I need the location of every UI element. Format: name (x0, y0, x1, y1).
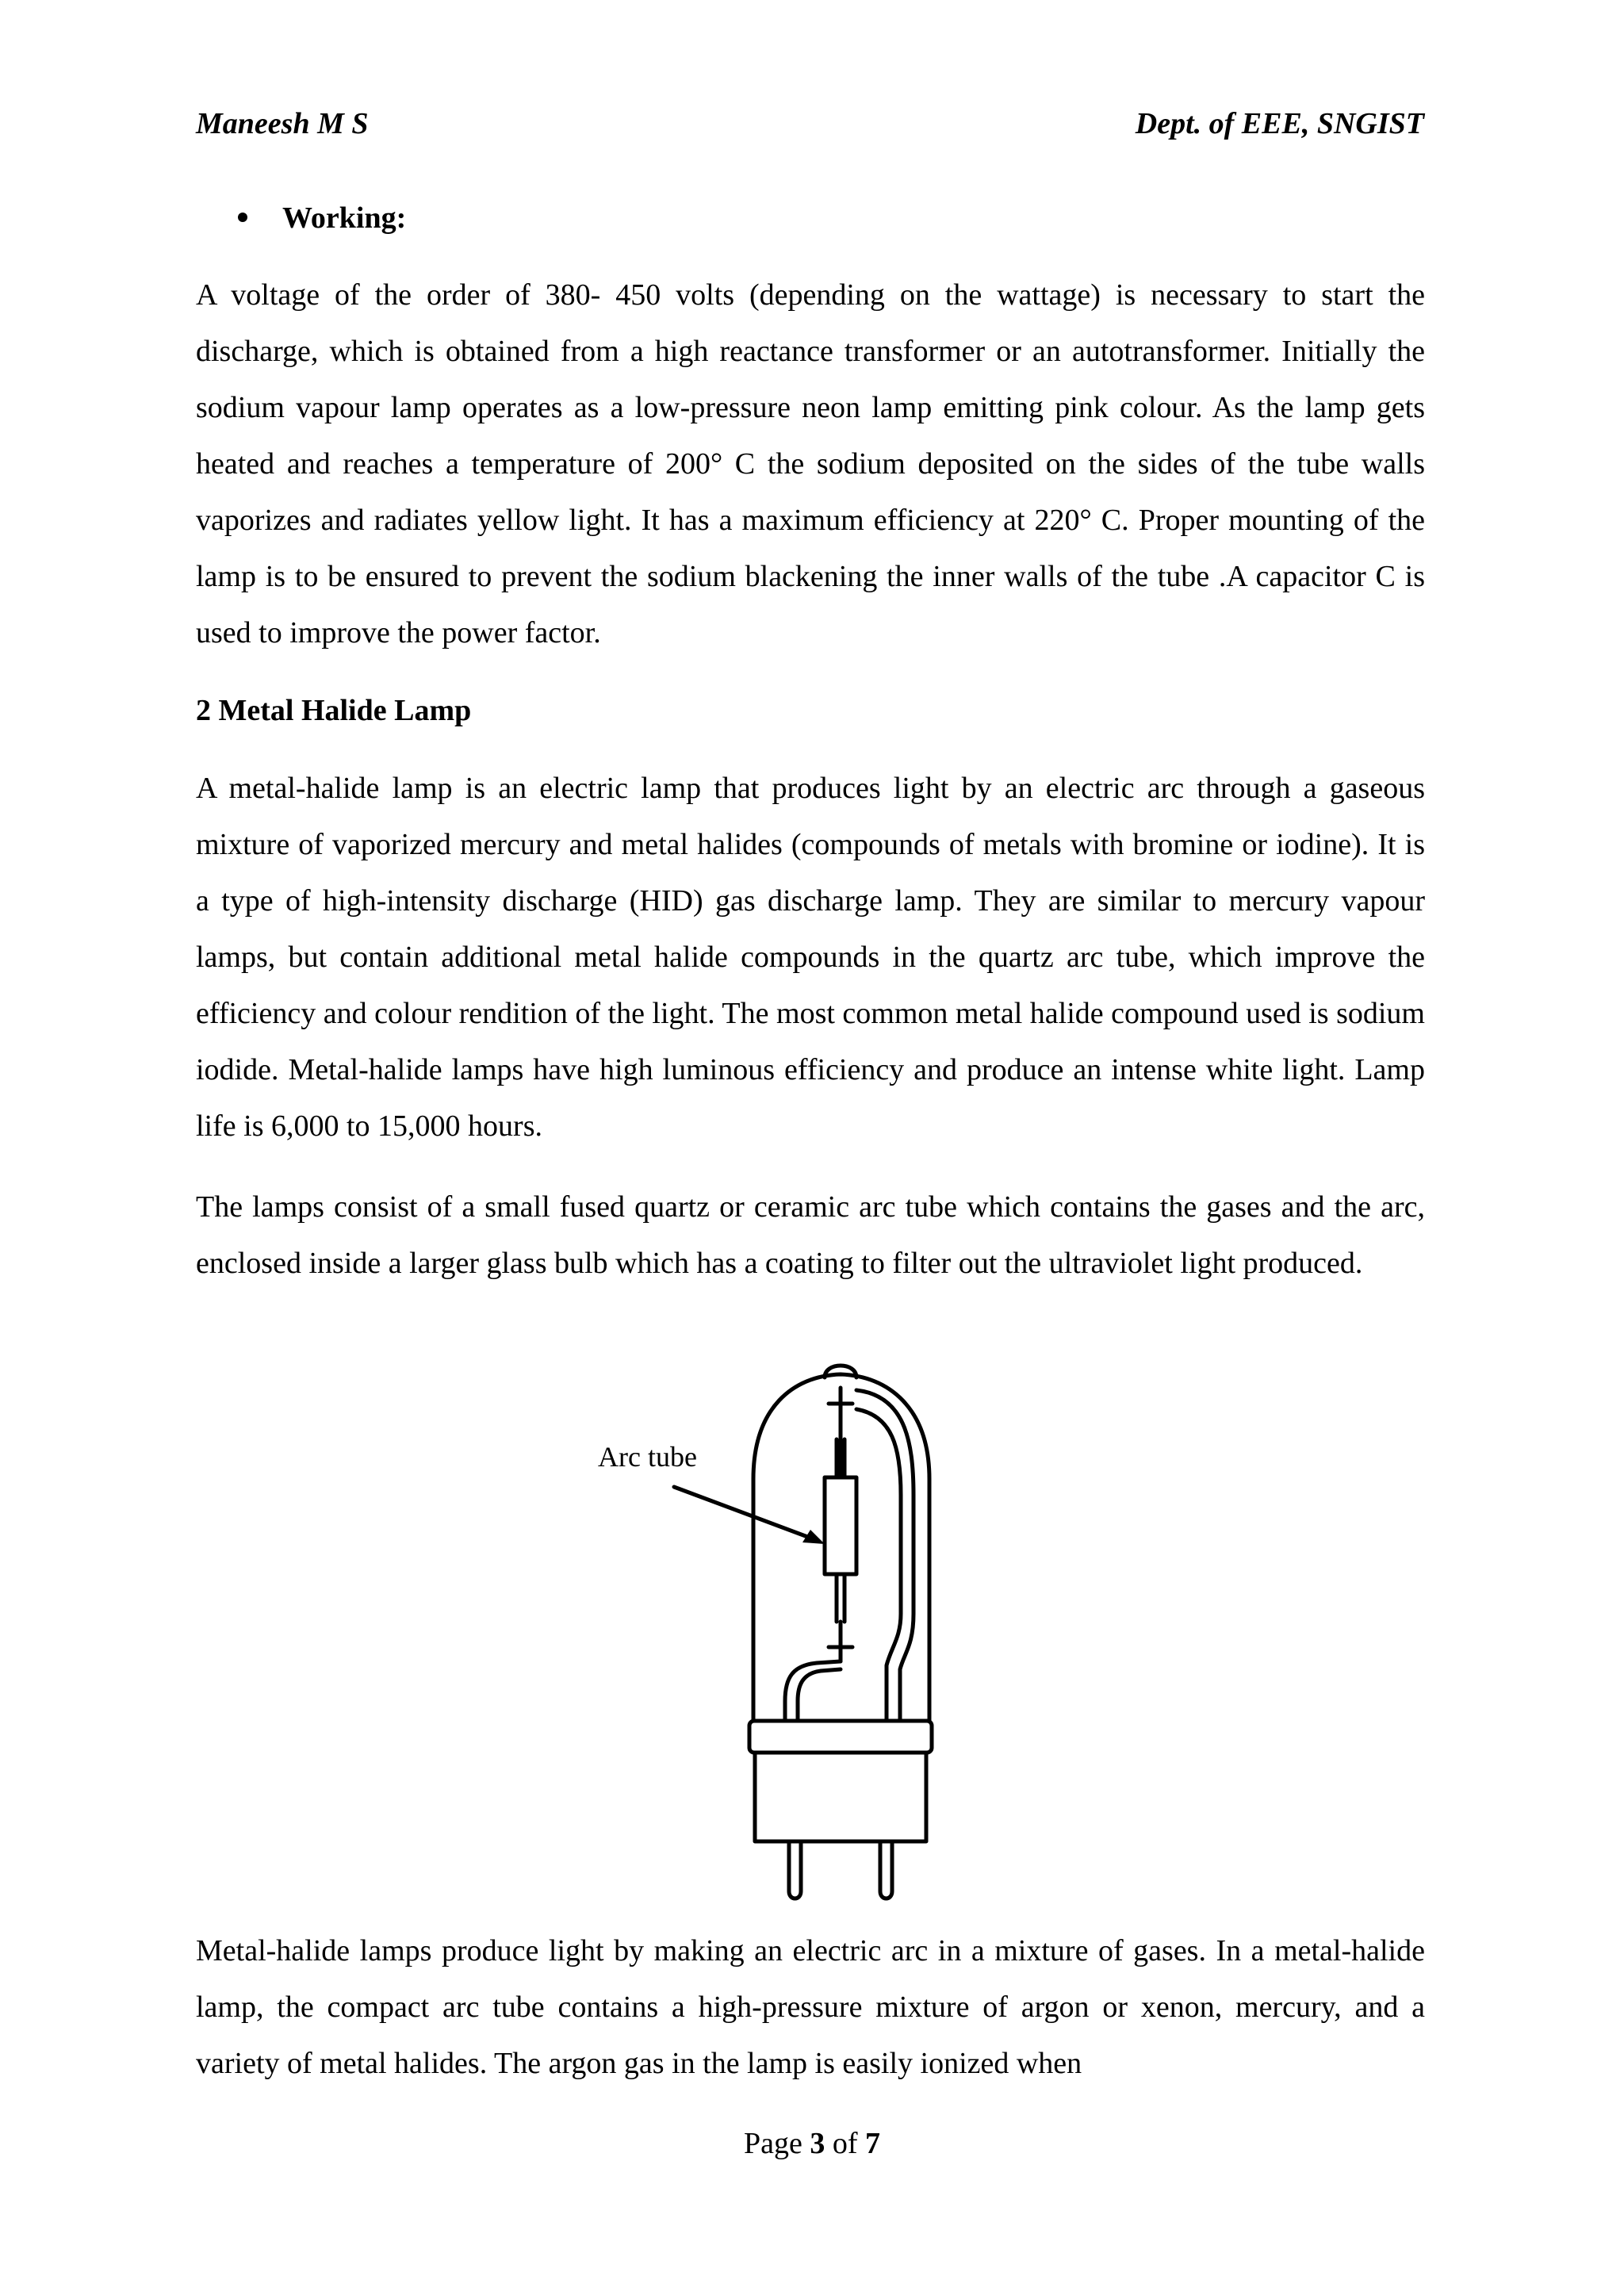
metal-halide-intro-paragraph: A metal-halide lamp is an electric lamp that produces light by an electric arc through a gaseous mixture of vaporized mercury and metal halides (compounds of metals with bromine or iodine). It is a type of high-intensity discharge (HID) gas discharge lamp. They are similar to mercury vapour lamps, but contain additional metal halide compounds in the quartz arc tube, which improve the efficiency and colour rendition of the light. The most common metal halide compound used is sodium iodide. Metal-halide lamps have high luminous efficiency and produce an intense white light. Lamp life is 6,000 to 15,000 hours. (196, 772, 1425, 1143)
bullet-icon (238, 213, 247, 222)
right-pin (880, 1841, 892, 1898)
lamp-diagram (587, 1352, 1031, 1915)
lamp-base-lower (755, 1753, 926, 1841)
construction-paragraph: The lamps consist of a small fused quartz or ceramic arc tube which contains the gases and the arc, enclosed inside a larger glass bulb which has a coating to filter out the ultraviolet light produced. (196, 1190, 1425, 1280)
page-footer (0, 2121, 1624, 2166)
left-pin (789, 1841, 801, 1898)
working-paragraph: A voltage of the order of 380- 450 volts (depending on the wattage) is necessary to start the discharge, which is obtained from a high reactance transformer or an autotransformer. Initially the sodium vapour lamp operates as a low-pressure neon lamp emitting pink colour. As the lamp gets heated and reaches a temperature of 200° C the sodium deposited on the sides of the tube walls vaporizes and radiates yellow light. It has a maximum efficiency at 220° C. Proper mounting of the lamp is to be ensured to prevent the sodium blackening the inner walls of the tube .A capacitor C is used to improve the power factor. (196, 278, 1425, 649)
header-author: Maneesh M S (196, 107, 369, 140)
header-department: Dept. of EEE, SNGIST (1135, 107, 1424, 140)
working-heading (238, 196, 406, 240)
metal-halide-lamp-figure (587, 1352, 1031, 1915)
page-number: 3 (810, 2127, 825, 2160)
lamp-base (749, 1721, 932, 1753)
operation-paragraph: Metal-halide lamps produce light by making an electric arc in a mixture of gases. In a metal-halide lamp, the compact arc tube contains a high-pressure mixture of argon or xenon, mercury, and a variety of metal halides. The argon gas in the lamp is easily ionized when (196, 1934, 1425, 2080)
working-heading-text: Working: (282, 201, 407, 235)
total-pages: 7 (865, 2127, 881, 2160)
page-word: Page (743, 2127, 802, 2160)
section-heading: 2 Metal Halide Lamp (196, 694, 472, 727)
arc-tube-arrow-line (674, 1487, 818, 1541)
arc-tube-body (825, 1477, 856, 1574)
support-wire-inner (856, 1409, 901, 1721)
arc-tube-label: Arc tube (598, 1441, 697, 1473)
of-word: of (832, 2127, 858, 2160)
